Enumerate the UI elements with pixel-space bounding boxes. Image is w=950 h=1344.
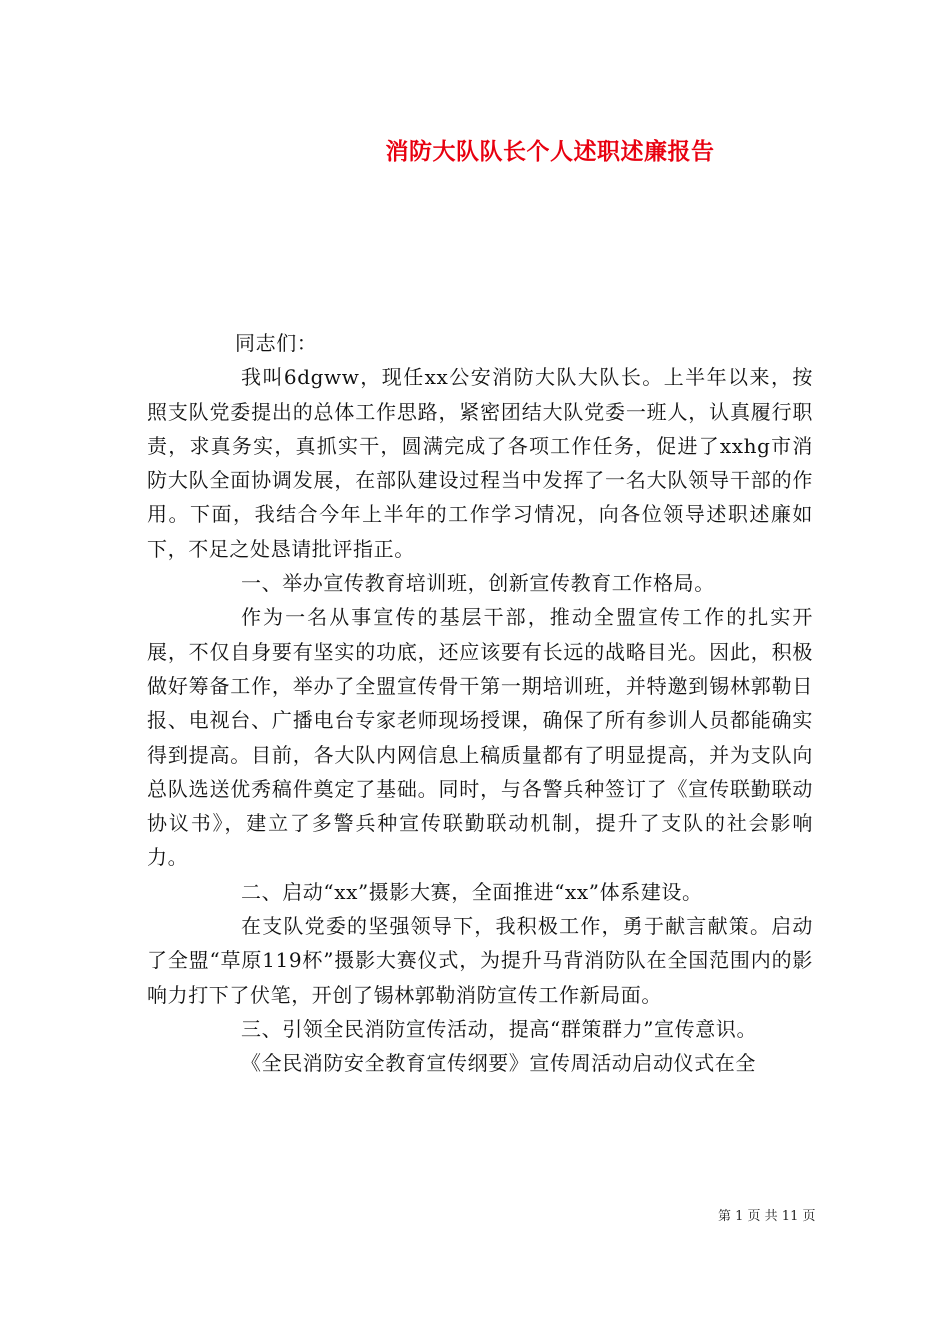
section-heading-2: 二、启动“xx”摄影大赛，全面推进“xx”体系建设。 bbox=[241, 879, 703, 904]
page-number: 第 1 页 共 11 页 bbox=[718, 1209, 816, 1224]
paragraph-section-2: 在支队党委的坚强领导下，我积极工作，勇于献言献策。启动了全盟“草原119杯”摄影大赛仪式，为提升马背消防队在全国范围内的影响力打下了伏笔，开创了锡林郭勒消防宣传工作新局面。 bbox=[147, 914, 813, 1007]
paragraph-section-3: 《全民消防安全教育宣传纲要》宣传周活动启动仪式在全 bbox=[241, 1051, 756, 1076]
document-body bbox=[147, 326, 813, 1081]
salutation: 同志们： bbox=[235, 331, 318, 355]
paragraph-intro: 我叫6dgww，现任xx公安消防大队大队长。上半年以来，按照支队党委提出的总体工作思路，紧密团结大队党委一班人，认真履行职责，求真务实，真抓实干，圆满完成了各项工作任务，促进了xxhg市消防大队全面协调发展，在部队建设过程当中发挥了一名大队领导干部的作用。下面，我结合今年上半年的工作学习情况，向各位领导述职述廉如下，不足之处恳请批评指正。 bbox=[147, 365, 813, 561]
paragraph-section-1: 作为一名从事宣传的基层干部，推动全盟宣传工作的扎实开展，不仅自身要有坚实的功底，还应该要有长远的战略目光。因此，积极做好筹备工作，举办了全盟宣传骨干第一期培训班，并特邀到锡林郭勒日报、电视台、广播电台专家老师现场授课，确保了所有参训人员都能确实得到提高。目前，各大队内网信息上稿质量都有了明显提高，并为支队向总队选送优秀稿件奠定了基础。同时，与各警兵种签订了《宣传联勤联动协议书》，建立了多警兵种宣传联勤联动机制，提升了支队的社会影响力。 bbox=[147, 605, 813, 870]
section-heading-1: 一、举办宣传教育培训班，创新宣传教育工作格局。 bbox=[241, 571, 715, 596]
document-title: 消防大队队长个人述职述廉报告 bbox=[385, 138, 715, 165]
section-heading-3: 三、引领全民消防宣传活动，提高“群策群力”宣传意识。 bbox=[241, 1016, 758, 1041]
